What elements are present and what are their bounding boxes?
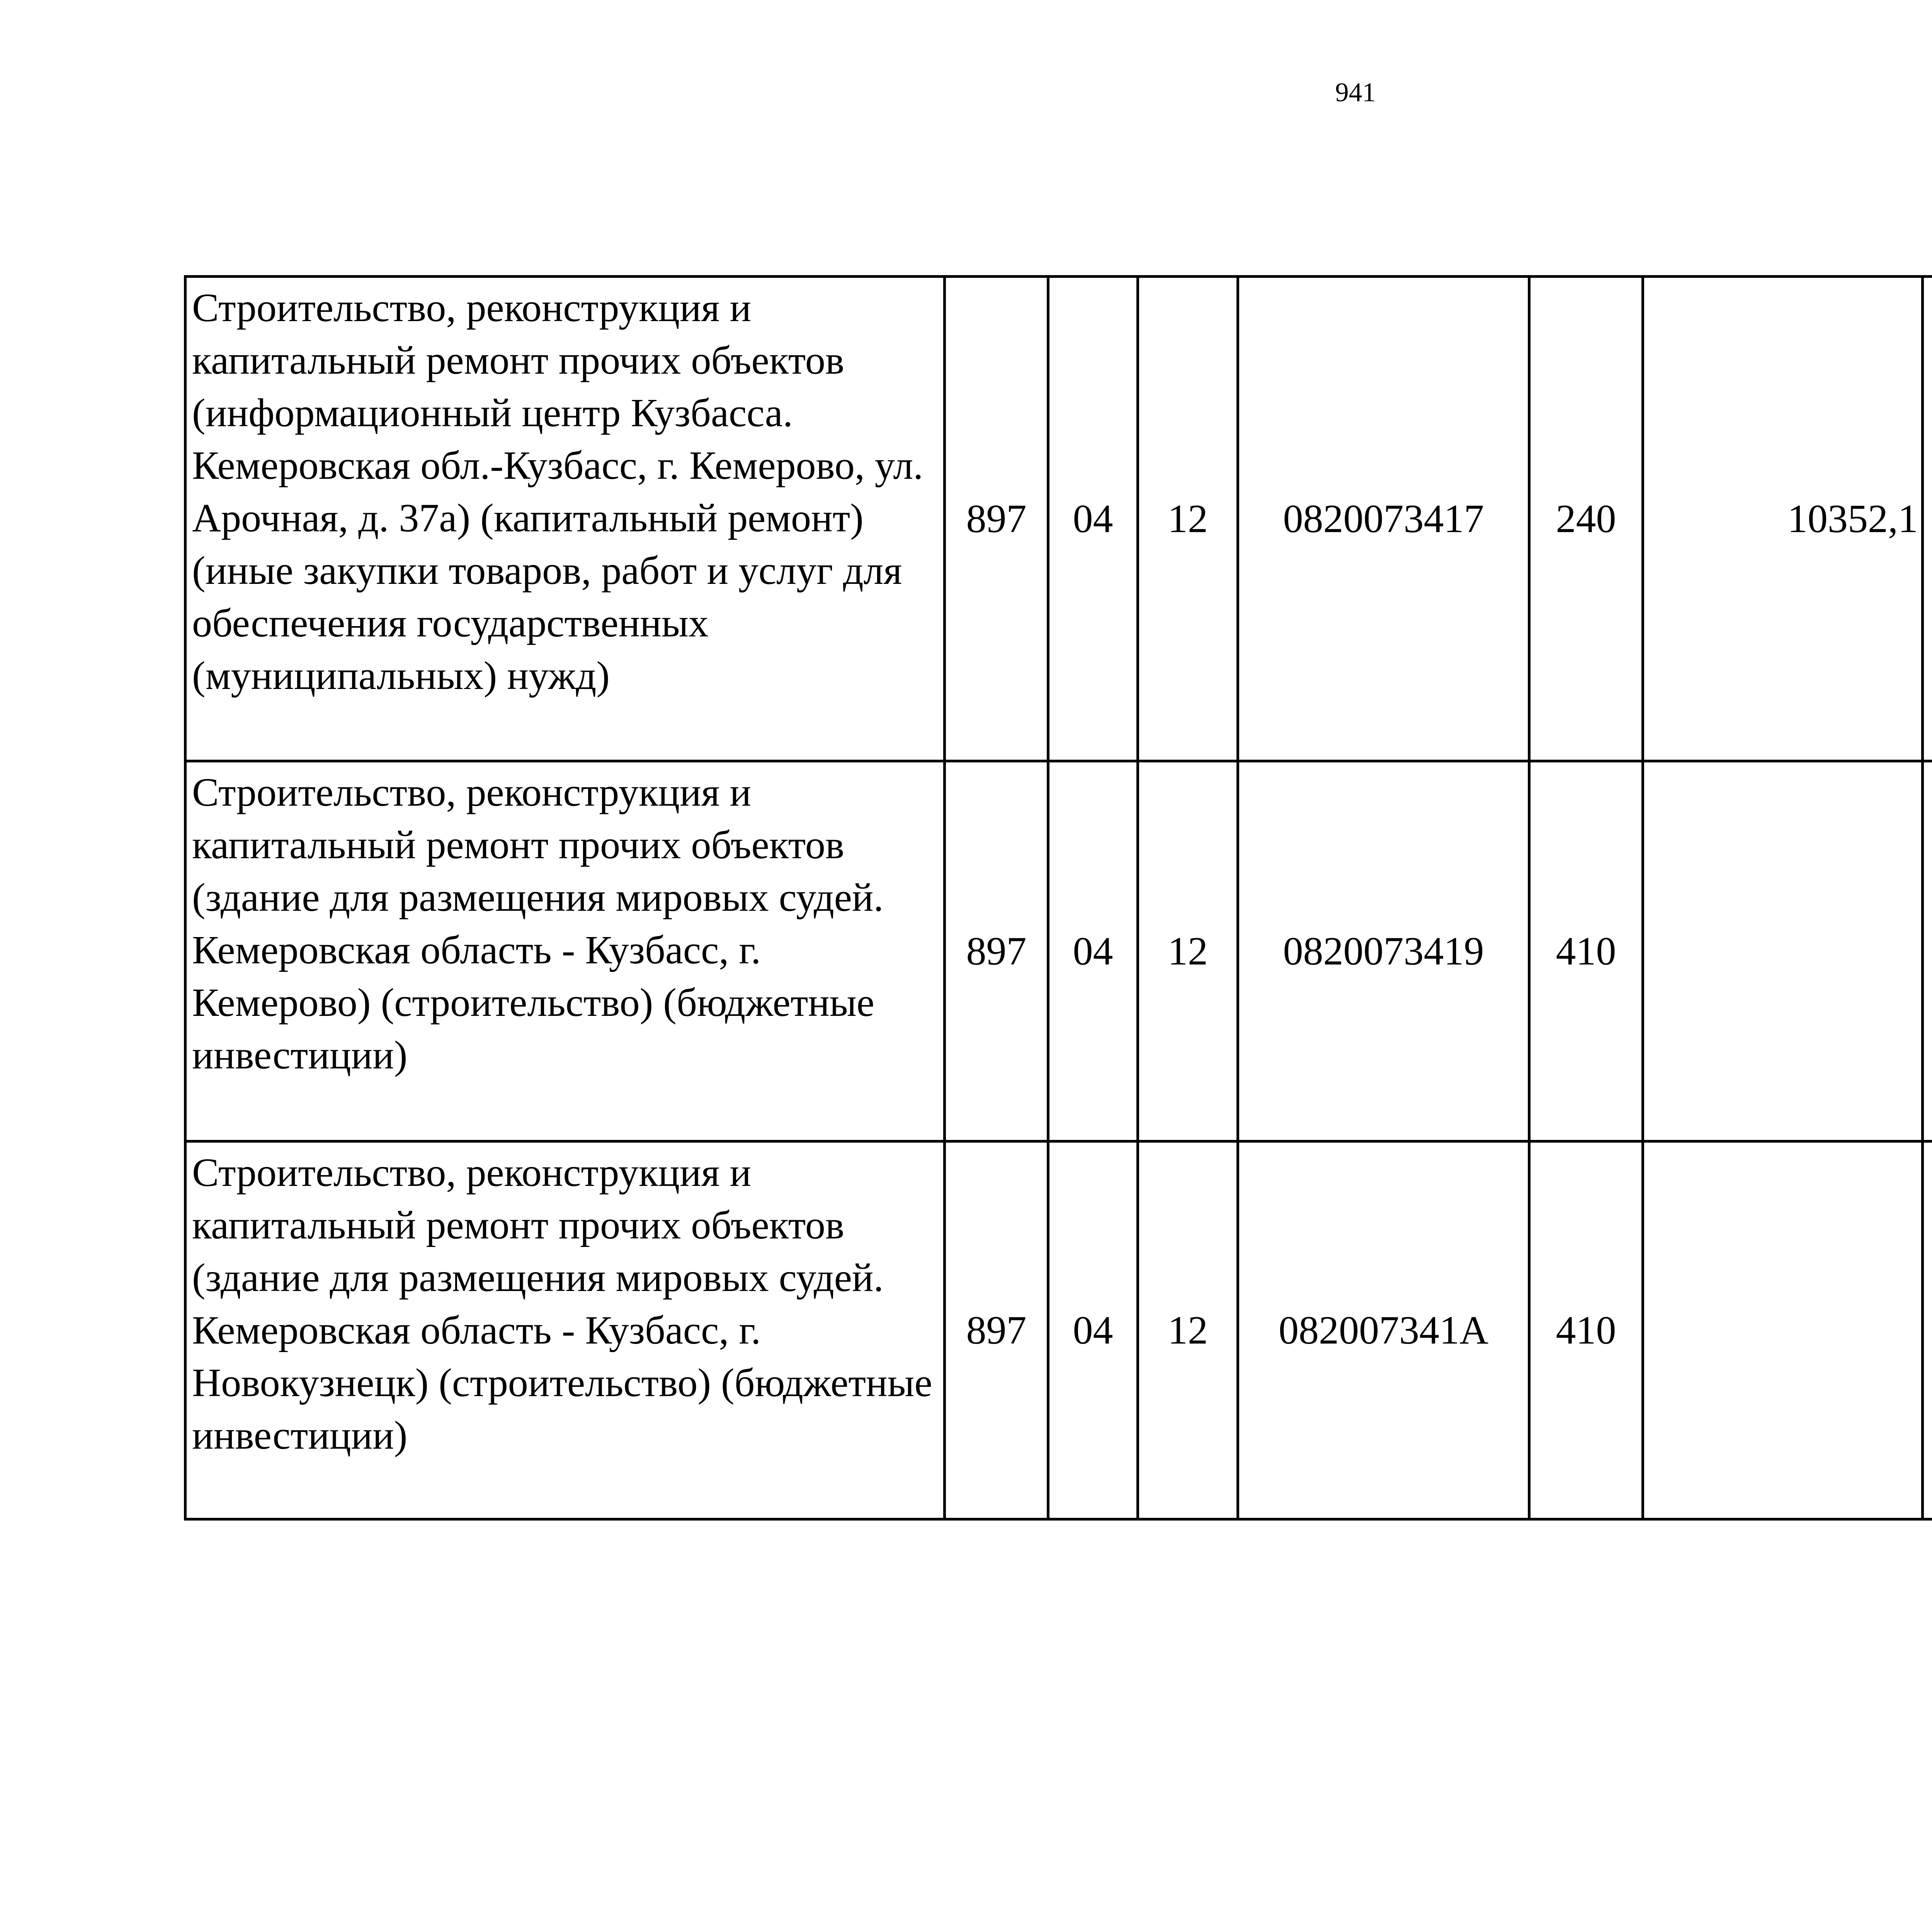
ministry-code-cell: 897 xyxy=(945,761,1048,1141)
target-article-cell: 0820073417 xyxy=(1238,277,1529,761)
expense-type-cell: 410 xyxy=(1529,1141,1643,1519)
amount-2-cell xyxy=(1923,1141,1932,1519)
subsection-code-cell: 12 xyxy=(1138,1141,1238,1519)
section-code-cell: 04 xyxy=(1048,1141,1138,1519)
table-row xyxy=(185,1141,1932,1519)
target-article-cell: 082007341А xyxy=(1238,1141,1529,1519)
expense-type-cell: 240 xyxy=(1529,277,1643,761)
expense-name-cell: Строительство, реконструкция и капитальный ремонт прочих объектов (здание для размещения мировых судей. Кемеровская область - Кузбасс, г. Новокузнецк) (строительство) (бюджетные инвестиции) xyxy=(185,1141,945,1519)
ministry-code-cell: 897 xyxy=(945,1141,1048,1519)
expense-type-cell: 410 xyxy=(1529,761,1643,1141)
subsection-code-cell: 12 xyxy=(1138,277,1238,761)
amount-2-cell xyxy=(1923,277,1932,761)
section-code-cell: 04 xyxy=(1048,277,1138,761)
amount-1-cell xyxy=(1643,1141,1923,1519)
table-row xyxy=(185,761,1932,1141)
amount-1-cell: 10352,1 xyxy=(1643,277,1923,761)
expense-name-cell: Строительство, реконструкция и капитальный ремонт прочих объектов (информационный центр Кузбасса. Кемеровская обл.-Кузбасс, г. Кемерово, ул. Арочная, д. 37а) (капитальный ремонт) (иные закупки товаров, работ и услуг для обеспечения государственных (муниципальных) нужд) xyxy=(185,277,945,761)
section-code-cell: 04 xyxy=(1048,761,1138,1141)
ministry-code-cell: 897 xyxy=(945,277,1048,761)
target-article-cell: 0820073419 xyxy=(1238,761,1529,1141)
amount-1-cell xyxy=(1643,761,1923,1141)
expense-name-cell: Строительство, реконструкция и капитальный ремонт прочих объектов (здание для размещения мировых судей. Кемеровская область - Кузбасс, г. Кемерово) (строительство) (бюджетные инвестиции) xyxy=(185,761,945,1141)
page-number: 941 xyxy=(1335,78,1376,107)
budget-table xyxy=(184,275,1932,1521)
table-row xyxy=(185,277,1932,761)
subsection-code-cell: 12 xyxy=(1138,761,1238,1141)
amount-2-cell xyxy=(1923,761,1932,1141)
